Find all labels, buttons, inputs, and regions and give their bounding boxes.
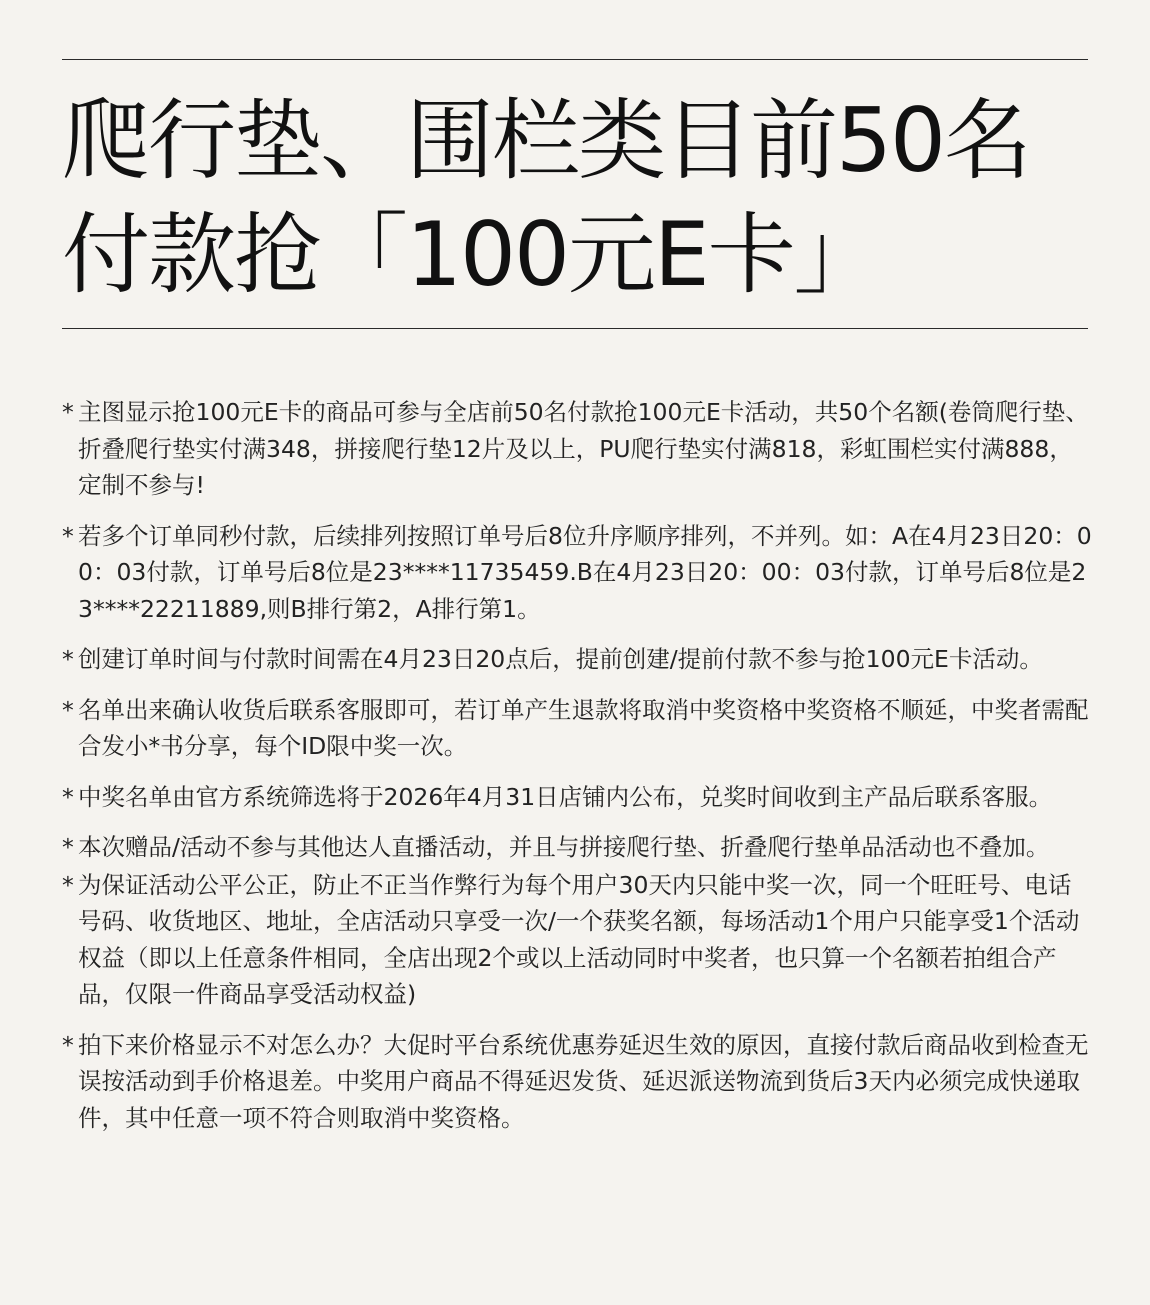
- rule-item-5: [62, 779, 1092, 816]
- rule-text: 拍下来价格显示不对怎么办？大促时平台系统优惠券延迟生效的原因，直接付款后商品收到检查无误按活动到手价格退差。中奖用户商品不得延迟发货、延迟派送物流到货后3天内必须完成快递取件，其中任意一项不符合则取消中奖资格。: [78, 1030, 1089, 1132]
- rule-item-2: [62, 518, 1092, 628]
- promo-headline: [62, 84, 1102, 312]
- bullet-marker: *: [62, 870, 74, 899]
- bullet-marker: *: [62, 521, 74, 550]
- bullet-marker: *: [62, 398, 74, 426]
- bullet-marker: *: [62, 645, 74, 673]
- bullet-marker: *: [62, 695, 74, 724]
- rule-item-7: [62, 867, 1092, 1013]
- bottom-divider: [62, 328, 1088, 329]
- bullet-marker: *: [62, 782, 74, 811]
- rule-item-3: [62, 641, 1092, 678]
- rule-item-8: [62, 1027, 1092, 1137]
- bullet-marker: *: [62, 1030, 74, 1059]
- top-divider: [62, 59, 1088, 60]
- rule-text: 名单出来确认收货后联系客服即可，若订单产生退款将取消中奖资格中奖资格不顺延，中奖者需配合发小*书分享，每个ID限中奖一次。: [78, 695, 1089, 760]
- rule-text: 创建订单时间与付款时间需在4月23日20点后，提前创建/提前付款不参与抢100元E卡活动。: [78, 645, 1043, 673]
- rule-item-4: [62, 692, 1092, 765]
- rule-item-1: [62, 394, 1092, 504]
- rule-text: 中奖名单由官方系统筛选将于2026年4月31日店铺内公布，兑奖时间收到主产品后联系客服。: [78, 782, 1053, 811]
- rule-text: 本次赠品/活动不参与其他达人直播活动，并且与拼接爬行垫、折叠爬行垫单品活动也不叠加。: [78, 833, 1050, 861]
- rules-list: [62, 394, 1092, 1150]
- rule-text: 为保证活动公平公正，防止不正当作弊行为每个用户30天内只能中奖一次，同一个旺旺号、电话号码、收货地区、地址，全店活动只享受一次/一个获奖名额，每场活动1个用户只能享受1个活动权益（即以上任意条件相同，全店出现2个或以上活动同时中奖者，也只算一个名额若拍组合产品，仅限一件商品享受活动权益): [78, 870, 1080, 1008]
- bullet-marker: *: [62, 833, 74, 861]
- rule-text: 主图显示抢100元E卡的商品可参与全店前50名付款抢100元E卡活动，共50个名额(卷筒爬行垫、折叠爬行垫实付满348，拼接爬行垫12片及以上，PU爬行垫实付满818，彩虹围栏实付满888，定制不参与!: [78, 398, 1089, 499]
- headline-line-1: 爬行垫、围栏类目前50名: [62, 89, 1030, 192]
- headline-line-2: 付款抢「100元E卡」: [62, 203, 880, 306]
- rule-item-6: [62, 829, 1092, 866]
- rule-text: 若多个订单同秒付款，后续排列按照订单号后8位升序顺序排列，不并列。如：A在4月23日20：00：03付款，订单号后8位是23****11735459.B在4月23日20：00：03付款，订单号后8位是23****22211889,则B排行第2，A排行第1。: [78, 521, 1092, 623]
